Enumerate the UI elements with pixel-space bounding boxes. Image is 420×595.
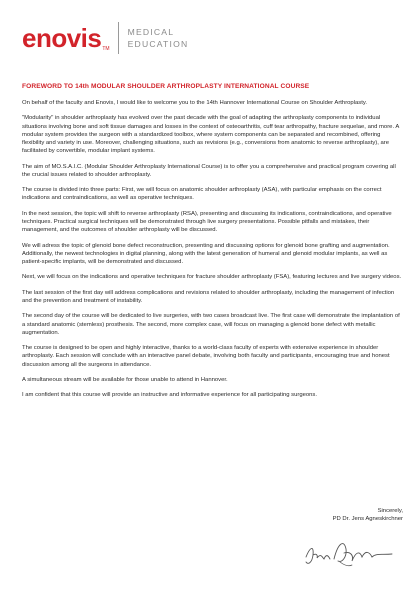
logo-subtitle-line2: EDUCATION (127, 39, 189, 49)
paragraph: "Modularity" in shoulder arthroplasty has evolved over the past decade with the goal of adapting the arthroplasty components to individual situations involving bone and soft tissue damages and losses in the context of osteoarthritis, cuff tear arthropathy, fracture sequelae, and more. A modular system provides the surgeon with a standardized toolbox, where system components can be separated and recombined, offering flexibility and variety in use. Moreover, challenging situations, such as revisions (e.g., conversions from anatomic to reverse arthroplasty), are facilitated by convertible, modular implant systems. (22, 115, 400, 155)
paragraph: The second day of the course will be dedicated to live surgeries, with two cases broadcast live. The first case will demonstrate the implantation of a standard anatomic (stemless) prosthesis. The second, more complex case, will focus on managing a glenoid bone defect with metallic augmentation. (22, 313, 400, 336)
closing-block (333, 507, 403, 523)
paragraph: The aim of MO.S.A.I.C. (Modular Shoulder Arthroplasty International Course) is to offer you a comprehensive and practical program covering all the crucial issues related to shoulder arthroplasty. (22, 163, 396, 178)
paragraph: On behalf of the faculty and Enovis, I would like to welcome you to the 14th Hannover International Course on Shoulder Arthroplasty. (22, 100, 368, 106)
paragraph: I am confident that this course will provide an instructive and informative experience for all participating surgeons. (22, 392, 318, 399)
signatory-name: PD Dr. Jens Agneskirchner (332, 516, 403, 523)
closing-salutation: Sincerely, (377, 508, 403, 514)
paragraph: Next, we will focus on the indications and operative techniques for fracture shoulder arthroplasty (FSA), featuring lectures and live surgery videos. (22, 274, 402, 281)
page-title: FOREWORD TO 14th MODULAR SHOULDER ARTHROPLASTY INTERNATIONAL COURSE (22, 83, 310, 90)
paragraph: In the next session, the topic will shift to reverse arthroplasty (RSA), presenting and discussing its indications, contraindications, and operative techniques. Practical surgical techniques will be demonstrated through live surgery presentations. Possible pitfalls and mistakes, their management, and the outcomes of shoulder arthroplasty will be discussed. (22, 210, 392, 234)
paragraph: A simultaneous stream will be available for those unable to attend in Hannover. (22, 376, 228, 383)
handwritten-signature (300, 529, 400, 571)
logo-divider (118, 22, 119, 54)
paragraph: The course is designed to be open and highly interactive, thanks to a world-class faculty of experts with extensive experience in shoulder arthroplasty. Each session will conclude with an interactive panel debate, involving both faculty and participants, encouraging true and honest discussion among all the surgeons in attendance. (22, 345, 390, 368)
trademark-mark: TM (102, 46, 110, 52)
logo-subtitle-line1: MEDICAL (127, 26, 175, 37)
logo-subtitle (128, 26, 189, 51)
header (22, 14, 188, 62)
paragraph: The last session of the first day will address complications and revisions related to shoulder arthroplasty, including the management of infection and the prevention and treatment of instability. (22, 289, 395, 304)
body-text (22, 99, 402, 407)
paragraph: The course is divided into three parts: First, we will focus on anatomic shoulder arthroplasty (ASA), with particular emphasis on the correct indications and contraindications, as well as operative techniques. (22, 187, 382, 202)
brand-logo: enovis (22, 22, 102, 53)
paragraph: We will adress the topic of glenoid bone defect reconstruction, presenting and discussing options for glenoid bone grafting and augmentation. Additionally, the newest technologies in digital planning, along with the latest generation of humeral and glenoid modular implants, as well as patient-specific implants, will be demonstrated and discussed. (22, 242, 390, 265)
